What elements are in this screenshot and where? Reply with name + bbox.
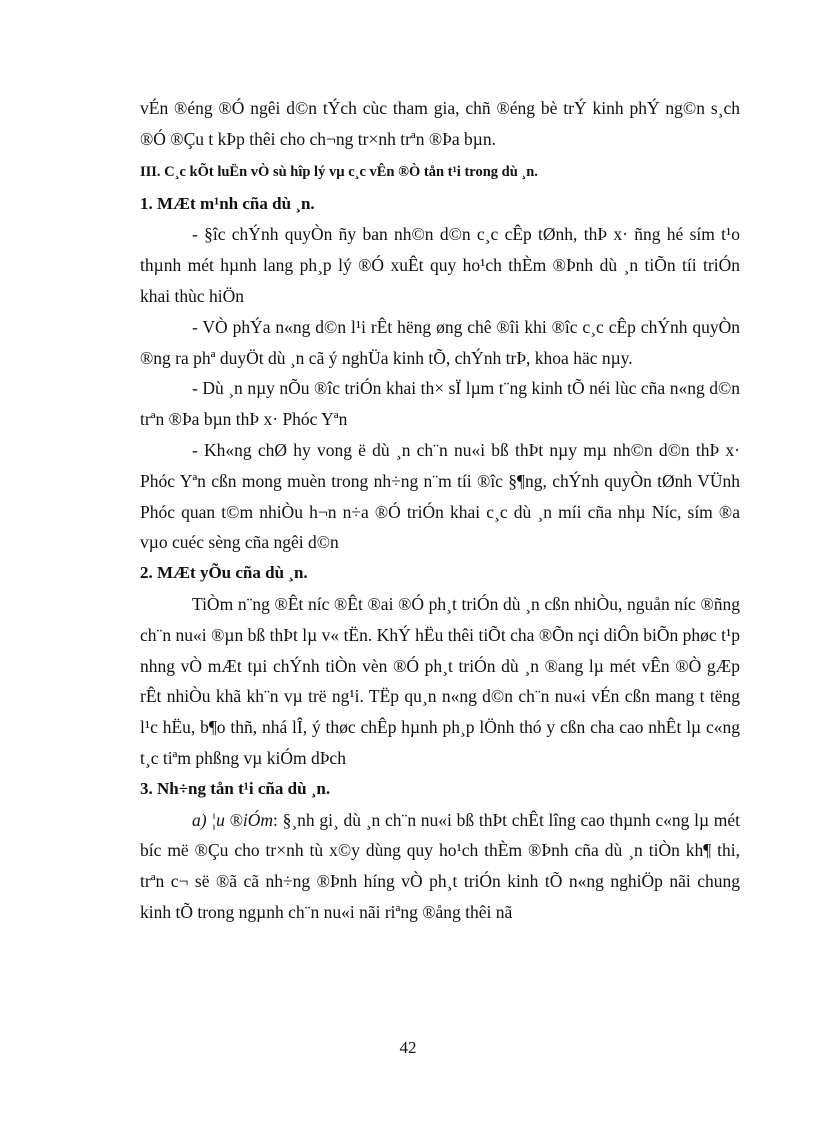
body-text (140, 93, 740, 928)
paragraph-6: TiÒm n¨ng ®Êt níc ®Êt ®ai ®Ó ph¸t triÓn dù ¸n cßn nhiÒu, nguån níc ®ñng ch¨n nu«i ®µn bß thÞt lµ v« tËn. KhÝ hËu thêi tiÕt cha ®Õn nçi diÔn biÕn phøc t¹p nhng vÒ mÆt tµi chÝnh tiÒn vèn ®Ó ph¸t triÓn dù ¸n ®ang lµ mét vÊn ®Ò gÆp rÊt nhiÒu khã kh¨n vµ trë ng¹i. TËp qu¸n n«ng d©n ch¨n nu«i vÉn cßn mang t tëng l¹c hËu, b¶o thñ, nhá lÎ, ý thøc chÊp hµnh ph¸p lÖnh thó y cßn cha cao nhÊt lµ c«ng t¸c tiªm phßng vµ kiÓm dÞch (140, 593, 740, 768)
paragraph-1: vÉn ®éng ®Ó ngêi d©n tÝch cùc tham gia, chñ ®éng bè trÝ kinh phÝ ng©n s¸ch ®Ó ®Çu t kÞp thêi cho ch¬ng tr×nh trªn ®Þa bµn. (140, 98, 740, 149)
paragraph-7 (140, 805, 740, 928)
paragraph-7-label: a) ¦u ®iÓm (192, 809, 273, 830)
paragraph-5: - Kh«ng chØ hy vong ë dù ¸n ch¨n nu«i bß thÞt nµy mµ nh©n d©n thÞ x· Phóc Yªn cßn mong muèn trong nh÷ng n¨m tíi ®îc §¶ng, chÝnh quyÒn tØnh VÜnh Phóc quan t©m nhiÒu h¬n n÷a ®Ó triÓn khai c¸c dù ¸n míi cña nhµ Níc, sím ®a vµo cuéc sèng cña ngêi d©n (140, 439, 740, 553)
heading-issues: 3. Nh÷ng tån t¹i cña dù ¸n. (140, 778, 331, 798)
heading-strengths: 1. MÆt m¹nh cña dù ¸n. (140, 193, 315, 213)
paragraph-2: - §îc chÝnh quyÒn ñy ban nh©n d©n c¸c cÊp tØnh, thÞ x· ñng hé sím t¹o thµnh mét hµnh lang ph¸p lý ®Ó xuÊt quy ho¹ch thÈm ®Þnh dù ¸n tiÕn tíi triÓn khai thùc hiÖn (140, 224, 740, 306)
paragraph-4: - Dù ¸n nµy nÕu ®îc triÓn khai th× sÏ lµm t¨ng kinh tÕ néi lùc cña n«ng d©n trªn ®Þa bµn thÞ x· Phóc Yªn (140, 378, 740, 430)
paragraph-3: - VÒ phÝa n«ng d©n l¹i rÊt hëng øng chê ®îi khi ®îc c¸c cÊp chÝnh quyÒn ®ng ra phª duyÖt dù ¸n cã ý nghÜa kinh tÕ, chÝnh trÞ, khoa häc nµy. (140, 316, 740, 368)
section-heading-iii: III. C¸c kÕt luËn vÒ sù hîp lý vµ c¸c vÊn ®Ò tån t¹i trong dù ¸n. (140, 163, 538, 180)
heading-weaknesses: 2. MÆt yÕu cña dù ¸n. (140, 563, 308, 583)
page-number: 42 (399, 1038, 417, 1057)
paragraph-7-text: : §¸nh gi¸ dù ¸n ch¨n nu«i bß thÞt chÊt lîng cao thµnh c«ng lµ mét bíc më ®Çu cho tr×nh tù x©y dùng quy ho¹ch thÈm ®Þnh cña dù ¸n tiÒn kh¶ thi, trªn c¬ së ®ã cã nh÷ng ®Þnh híng vÒ ph¸t triÓn kinh tÕ n«ng nghiÖp nãi chung kinh tÕ trong ngµnh ch¨n nu«i nãi riªng ®ång thêi nã (140, 809, 740, 922)
